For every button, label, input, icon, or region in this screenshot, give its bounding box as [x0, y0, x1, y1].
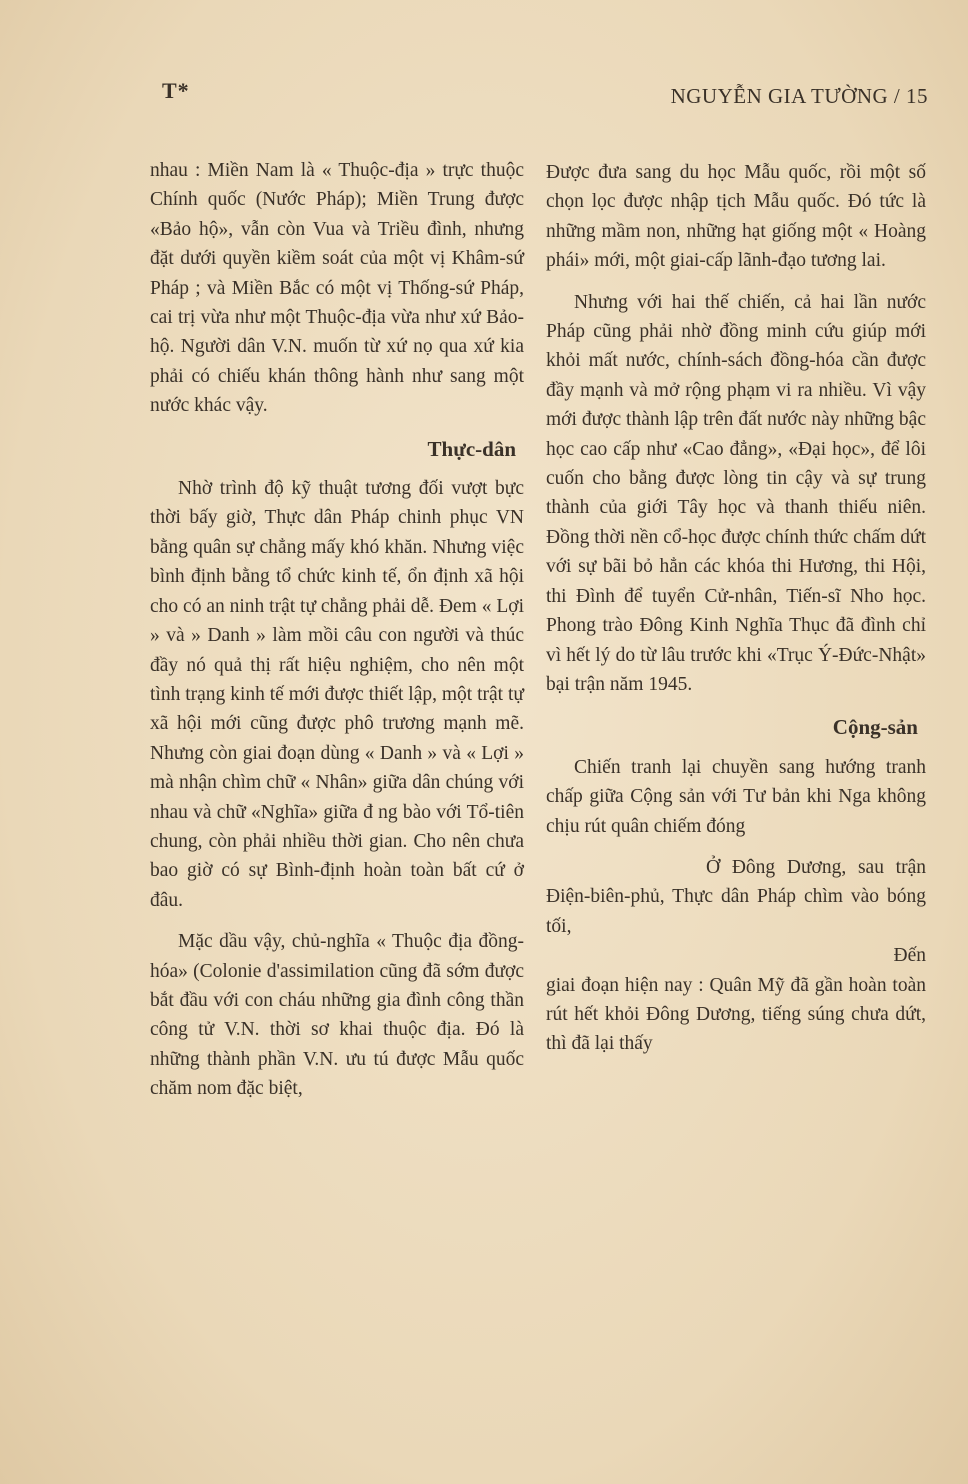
- right-paragraph-1: Được đưa sang du học Mẫu quốc, rồi một số chọn lọc được nhập tịch Mẫu quốc. Đó tức là những mầm non, những hạt giống một « Hoàng phái» mới, một giai-cấp lãnh-đạo tương lai.: [546, 162, 926, 272]
- right-paragraph-5-start: Đến: [893, 945, 926, 967]
- left-paragraph-1: nhau : Miền Nam là « Thuộc-địa » trực thuộc Chính quốc (Nước Pháp); Miền Trung được «Bảo hộ», vẫn còn Vua và Triều đình, nhưng đặt dưới quyền kiềm soát của một vị Khâm-sứ Pháp ; và Miền Bắc có một vị Thống-sứ Pháp, cai trị vừa như một Thuộc-địa vừa như xứ Bảo-hộ. Người dân V.N. muốn từ xứ nọ qua xứ kia phải có chiếu khán thông hành như sang một nước khác vậy.: [150, 160, 524, 417]
- signature-mark: T*: [162, 78, 190, 103]
- right-paragraph-2: Nhưng với hai thế chiến, cả hai lần nước Pháp cũng phải nhờ đồng minh cứu giúp mới khỏi mất nước, chính-sách đồng-hóa cần được đầy mạnh và mở rộng phạm vi ra nhiều. Vì vậy mới được thành lập trên đất nước này những bậc học cao cấp như «Cao đẳng», «Đại học», để lôi cuốn cho bằng được lòng tin cậy và sự trung thành của giới Tây học và thanh thiếu niên. Đồng thời nền cổ-học được chính thức chấm dứt với sự bãi bỏ hẳn các khóa thi Hương, thi Hội, thi Đình để tuyển Cử-nhân, Tiến-sĩ Nho học. Phong trào Đông Kinh Nghĩa Thục đã đình chỉ vì hết lý do từ lâu trước khi «Trục Ý-Đức-Nhật» bại trận năm 1945.: [546, 291, 926, 695]
- left-paragraph-3: Mặc dầu vậy, chủ-nghĩa « Thuộc địa đồng-hóa» (Colonie d'assimilation cũng đã sớm được bắt đầu với con cháu những gia đình công thần công tử V.N. thời sơ khai thuộc địa. Đó là những thành phần V.N. ưu tú được Mẫu quốc chăm nom đặc biệt,: [150, 931, 524, 1100]
- running-header: NGUYỄN GIA TƯỜNG / 15: [670, 84, 928, 108]
- left-paragraph-2: Nhờ trình độ kỹ thuật tương đối vượt bực thời bấy giờ, Thực dân Pháp chinh phục VN bằng quân sự chẳng mấy khó khăn. Nhưng việc bình định bằng tổ chức kinh tế, ổn định xã hội cho có an ninh trật tự chẳng phải dễ. Đem « Lợi » và » Danh » làm mồi câu con người và thúc đầy nó quả thị rất hiệu nghiệm, cho nên một tình trạng kinh tế mới được thiết lập, một trật tự xã hội mới cũng được phô trương mạnh mẽ. Nhưng còn giai đoạn dùng « Danh » và « Lợi » mà nhận chìm chữ « Nhân» giữa dân chúng với nhau và chữ «Nghĩa» giữa đ ng bào với Tổ-tiên chung, còn phải nhiều thời gian. Cho nên chưa bao giờ có sự Bình-định hoàn toàn bất cứ ở đâu.: [150, 478, 524, 911]
- left-column: [150, 156, 524, 1104]
- right-paragraph-3: Chiến tranh lại chuyền sang hướng tranh chấp giữa Cộng sản với Tư bản khi Nga không chịu rút quân chiếm đóng: [546, 756, 926, 837]
- right-paragraph-5: giai đoạn hiện nay : Quân Mỹ đã gần hoàn toàn rút hết khỏi Đông Dương, tiếng súng chưa dứt, thì đã lại thấy: [546, 974, 926, 1055]
- section-heading-thuc-dan: Thực-dân: [427, 436, 516, 461]
- right-paragraph-4: Ở Đông Dương, sau trận Điện-biên-phủ, Thực dân Pháp chìm vào bóng tối,: [546, 856, 926, 937]
- section-heading-cong-san: Cộng-sản: [832, 715, 918, 740]
- right-column: [546, 158, 926, 1059]
